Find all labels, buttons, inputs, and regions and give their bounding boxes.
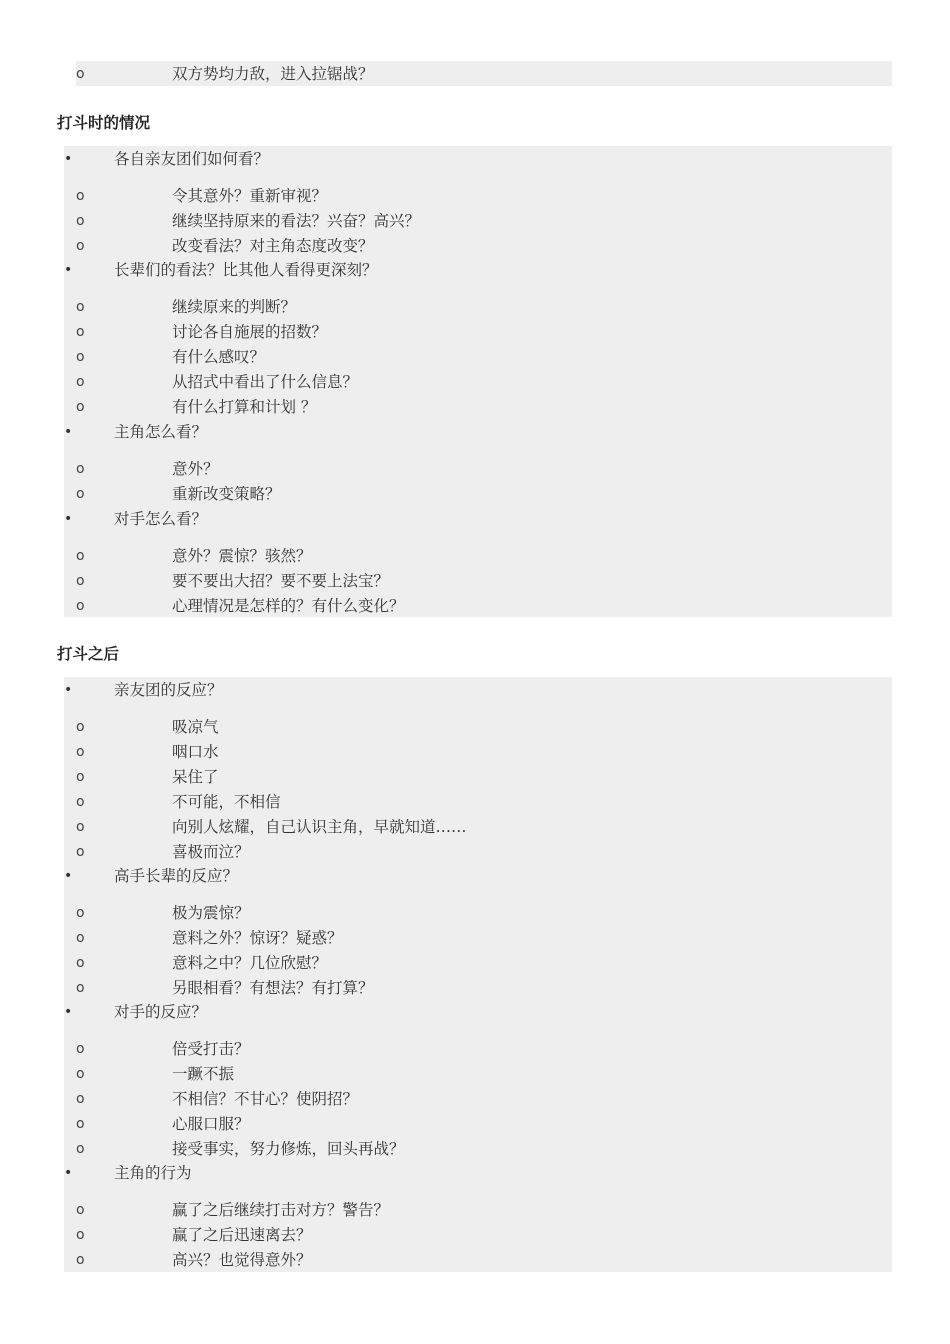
sub-item (64, 396, 892, 418)
bullet-text: 对手怎么看？ (114, 510, 208, 528)
bullet-item (64, 865, 892, 887)
sub-item (64, 1088, 892, 1110)
sub-item (64, 483, 892, 505)
sub-marker: o (76, 349, 85, 365)
sub-marker: o (76, 819, 85, 835)
bullet-marker: • (64, 682, 73, 698)
sub-text: 意料之外？惊讶？疑惑？ (172, 929, 343, 947)
sub-item (64, 1249, 892, 1271)
bullet-marker: • (64, 424, 73, 440)
sub-item (64, 371, 892, 393)
sub-text: 另眼相看？有想法？有打算？ (172, 979, 374, 997)
sub-text: 改变看法？对主角态度改变？ (172, 237, 374, 255)
sub-marker: o (76, 1041, 85, 1057)
sub-marker: o (76, 744, 85, 760)
sub-text: 有什么感叹？ (172, 348, 266, 366)
sub-marker: o (76, 930, 85, 946)
sub-marker: o (76, 461, 85, 477)
sub-marker: o (76, 955, 85, 971)
sub-text: 不可能，不相信 (172, 793, 281, 811)
bullet-text: 亲友团的反应？ (114, 681, 223, 699)
sub-item (64, 570, 892, 592)
sub-item (64, 185, 892, 207)
list-item (64, 63, 892, 85)
sub-text: 接受事实，努力修炼，回头再战？ (172, 1140, 405, 1158)
sub-text: 极为震惊？ (172, 904, 250, 922)
sub-text: 心服口服？ (172, 1115, 250, 1133)
sub-text: 高兴？也觉得意外？ (172, 1251, 312, 1269)
sub-text: 意外？震惊？骇然？ (172, 547, 312, 565)
sub-marker: o (76, 548, 85, 564)
sub-text: 重新改变策略？ (172, 485, 281, 503)
sub-item (64, 841, 892, 863)
sub-item (64, 977, 892, 999)
bullet-marker: • (64, 1004, 73, 1020)
bullet-item (64, 1001, 892, 1023)
sub-marker: o (76, 238, 85, 254)
sub-item (64, 1038, 892, 1060)
sub-text: 令其意外？重新审视？ (172, 187, 328, 205)
bullet-item (64, 421, 892, 443)
sub-text: 从招式中看出了什么信息？ (172, 373, 359, 391)
sub-text: 讨论各自施展的招数？ (172, 323, 328, 341)
sub-text: 不相信？不甘心？使阴招？ (172, 1090, 359, 1108)
sub-text: 要不要出大招？要不要上法宝？ (172, 572, 390, 590)
sub-marker: o (76, 794, 85, 810)
sub-item (64, 816, 892, 838)
sub-marker: o (76, 1066, 85, 1082)
sub-item (64, 321, 892, 343)
sub-text: 向别人炫耀，自己认识主角，早就知道…… (172, 818, 467, 836)
bullet-marker: • (64, 1165, 73, 1181)
sub-item (64, 716, 892, 738)
sub-text: 倍受打击？ (172, 1040, 250, 1058)
sub-marker: o (76, 1252, 85, 1268)
sub-marker: o (76, 374, 85, 390)
bullet-item (64, 1162, 892, 1184)
bullet-item (64, 679, 892, 701)
sub-marker: o (76, 213, 85, 229)
sub-item (64, 741, 892, 763)
sub-marker: o (76, 486, 85, 502)
section-heading-during-fight: 打斗时的情况 (57, 114, 151, 132)
sub-item (64, 1138, 892, 1160)
sub-text: 赢了之后继续打击对方？警告？ (172, 1201, 390, 1219)
bullet-text: 对手的反应？ (114, 1003, 208, 1021)
sub-text: 咽口水 (172, 743, 219, 761)
sub-marker: o (76, 573, 85, 589)
sub-marker: o (76, 1091, 85, 1107)
sub-marker: o (76, 1141, 85, 1157)
sub-marker: o (76, 324, 85, 340)
sub-text: 一蹶不振 (172, 1065, 235, 1083)
sub-item (64, 902, 892, 924)
sub-marker: o (76, 769, 85, 785)
sub-text: 有什么打算和计划 ？ (172, 398, 317, 416)
section-heading-after-fight: 打斗之后 (57, 645, 120, 663)
bullet-text: 高手长辈的反应？ (114, 867, 239, 885)
sub-item (64, 296, 892, 318)
sub-item (64, 766, 892, 788)
sub-item (64, 595, 892, 617)
sub-marker: o (76, 1116, 85, 1132)
bullet-text: 长辈们的看法？比其他人看得更深刻？ (114, 261, 378, 279)
bullet-marker: • (64, 511, 73, 527)
sub-item (64, 1063, 892, 1085)
sub-text: 赢了之后迅速离去？ (172, 1226, 312, 1244)
sub-item (64, 791, 892, 813)
bullet-text: 各自亲友团们如何看？ (114, 150, 270, 168)
sub-marker: o (76, 905, 85, 921)
sub-text: 吸凉气 (172, 718, 219, 736)
list-item-text: 双方势均力敌，进入拉锯战？ (172, 65, 374, 83)
sub-item (64, 210, 892, 232)
sub-item (64, 1224, 892, 1246)
bullet-marker: • (64, 151, 73, 167)
sub-marker: o (76, 598, 85, 614)
list-marker: o (76, 66, 85, 82)
bullet-marker: • (64, 262, 73, 278)
sub-item (64, 235, 892, 257)
sub-marker: o (76, 399, 85, 415)
bullet-item (64, 259, 892, 281)
sub-marker: o (76, 1202, 85, 1218)
bullet-item (64, 508, 892, 530)
sub-text: 呆住了 (172, 768, 219, 786)
sub-item (64, 952, 892, 974)
sub-item (64, 545, 892, 567)
sub-marker: o (76, 719, 85, 735)
sub-marker: o (76, 299, 85, 315)
sub-text: 意料之中？几位欣慰？ (172, 954, 328, 972)
sub-text: 继续坚持原来的看法？兴奋？高兴？ (172, 212, 421, 230)
sub-marker: o (76, 980, 85, 996)
sub-item (64, 1199, 892, 1221)
sub-marker: o (76, 188, 85, 204)
sub-text: 意外？ (172, 460, 219, 478)
sub-marker: o (76, 1227, 85, 1243)
sub-item (64, 346, 892, 368)
sub-item (64, 458, 892, 480)
sub-text: 继续原来的判断？ (172, 298, 297, 316)
bullet-marker: • (64, 868, 73, 884)
sub-text: 喜极而泣？ (172, 843, 250, 861)
bullet-item (64, 148, 892, 170)
sub-text: 心理情况是怎样的？有什么变化？ (172, 597, 405, 615)
sub-item (64, 1113, 892, 1135)
bullet-text: 主角怎么看？ (114, 423, 208, 441)
sub-item (64, 927, 892, 949)
bullet-text: 主角的行为 (114, 1164, 192, 1182)
sub-marker: o (76, 844, 85, 860)
